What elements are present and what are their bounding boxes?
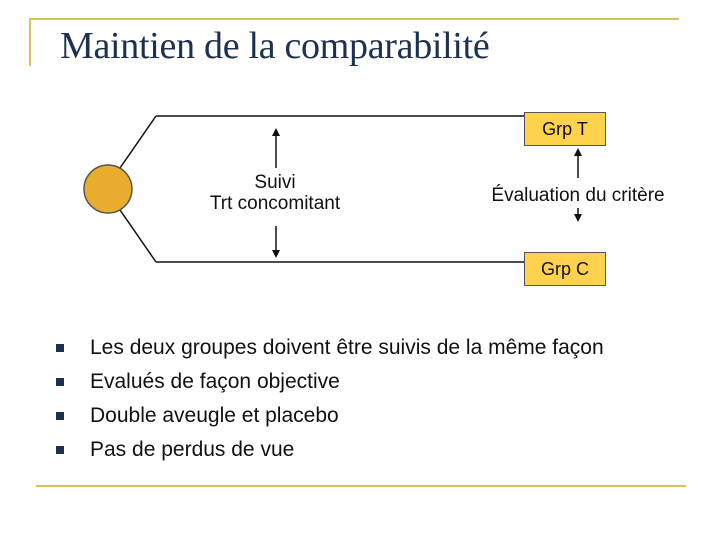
evaluation-arrowhead-down [574,214,582,222]
population-circle [84,165,132,213]
group-t-label: Grp T [524,112,606,146]
bottom-rule [36,485,686,487]
list-item-text: Les deux groupes doivent être suivis de la même façon [90,336,604,359]
square-bullet-icon [56,378,64,386]
square-bullet-icon [56,446,64,454]
branch-line-top [120,116,156,168]
square-bullet-icon [56,344,64,352]
follow-up-arrowhead-down [272,250,280,258]
follow-up-label [180,172,370,214]
evaluation-arrowhead-up [574,148,582,156]
slide-title: Maintien de la comparabilité [60,25,490,67]
evaluation-label: Évaluation du critère [491,185,665,206]
list-item-text: Double aveugle et placebo [90,404,339,427]
follow-up-line1: Suivi [254,172,296,193]
follow-up-line2: Trt concomitant [209,193,341,214]
square-bullet-icon [56,412,64,420]
group-c-label: Grp C [524,252,606,286]
branch-line-bottom [120,210,156,262]
list-item-text: Evalués de façon objective [90,370,340,393]
follow-up-arrowhead-up [272,128,280,136]
list-item-text: Pas de perdus de vue [90,438,295,461]
